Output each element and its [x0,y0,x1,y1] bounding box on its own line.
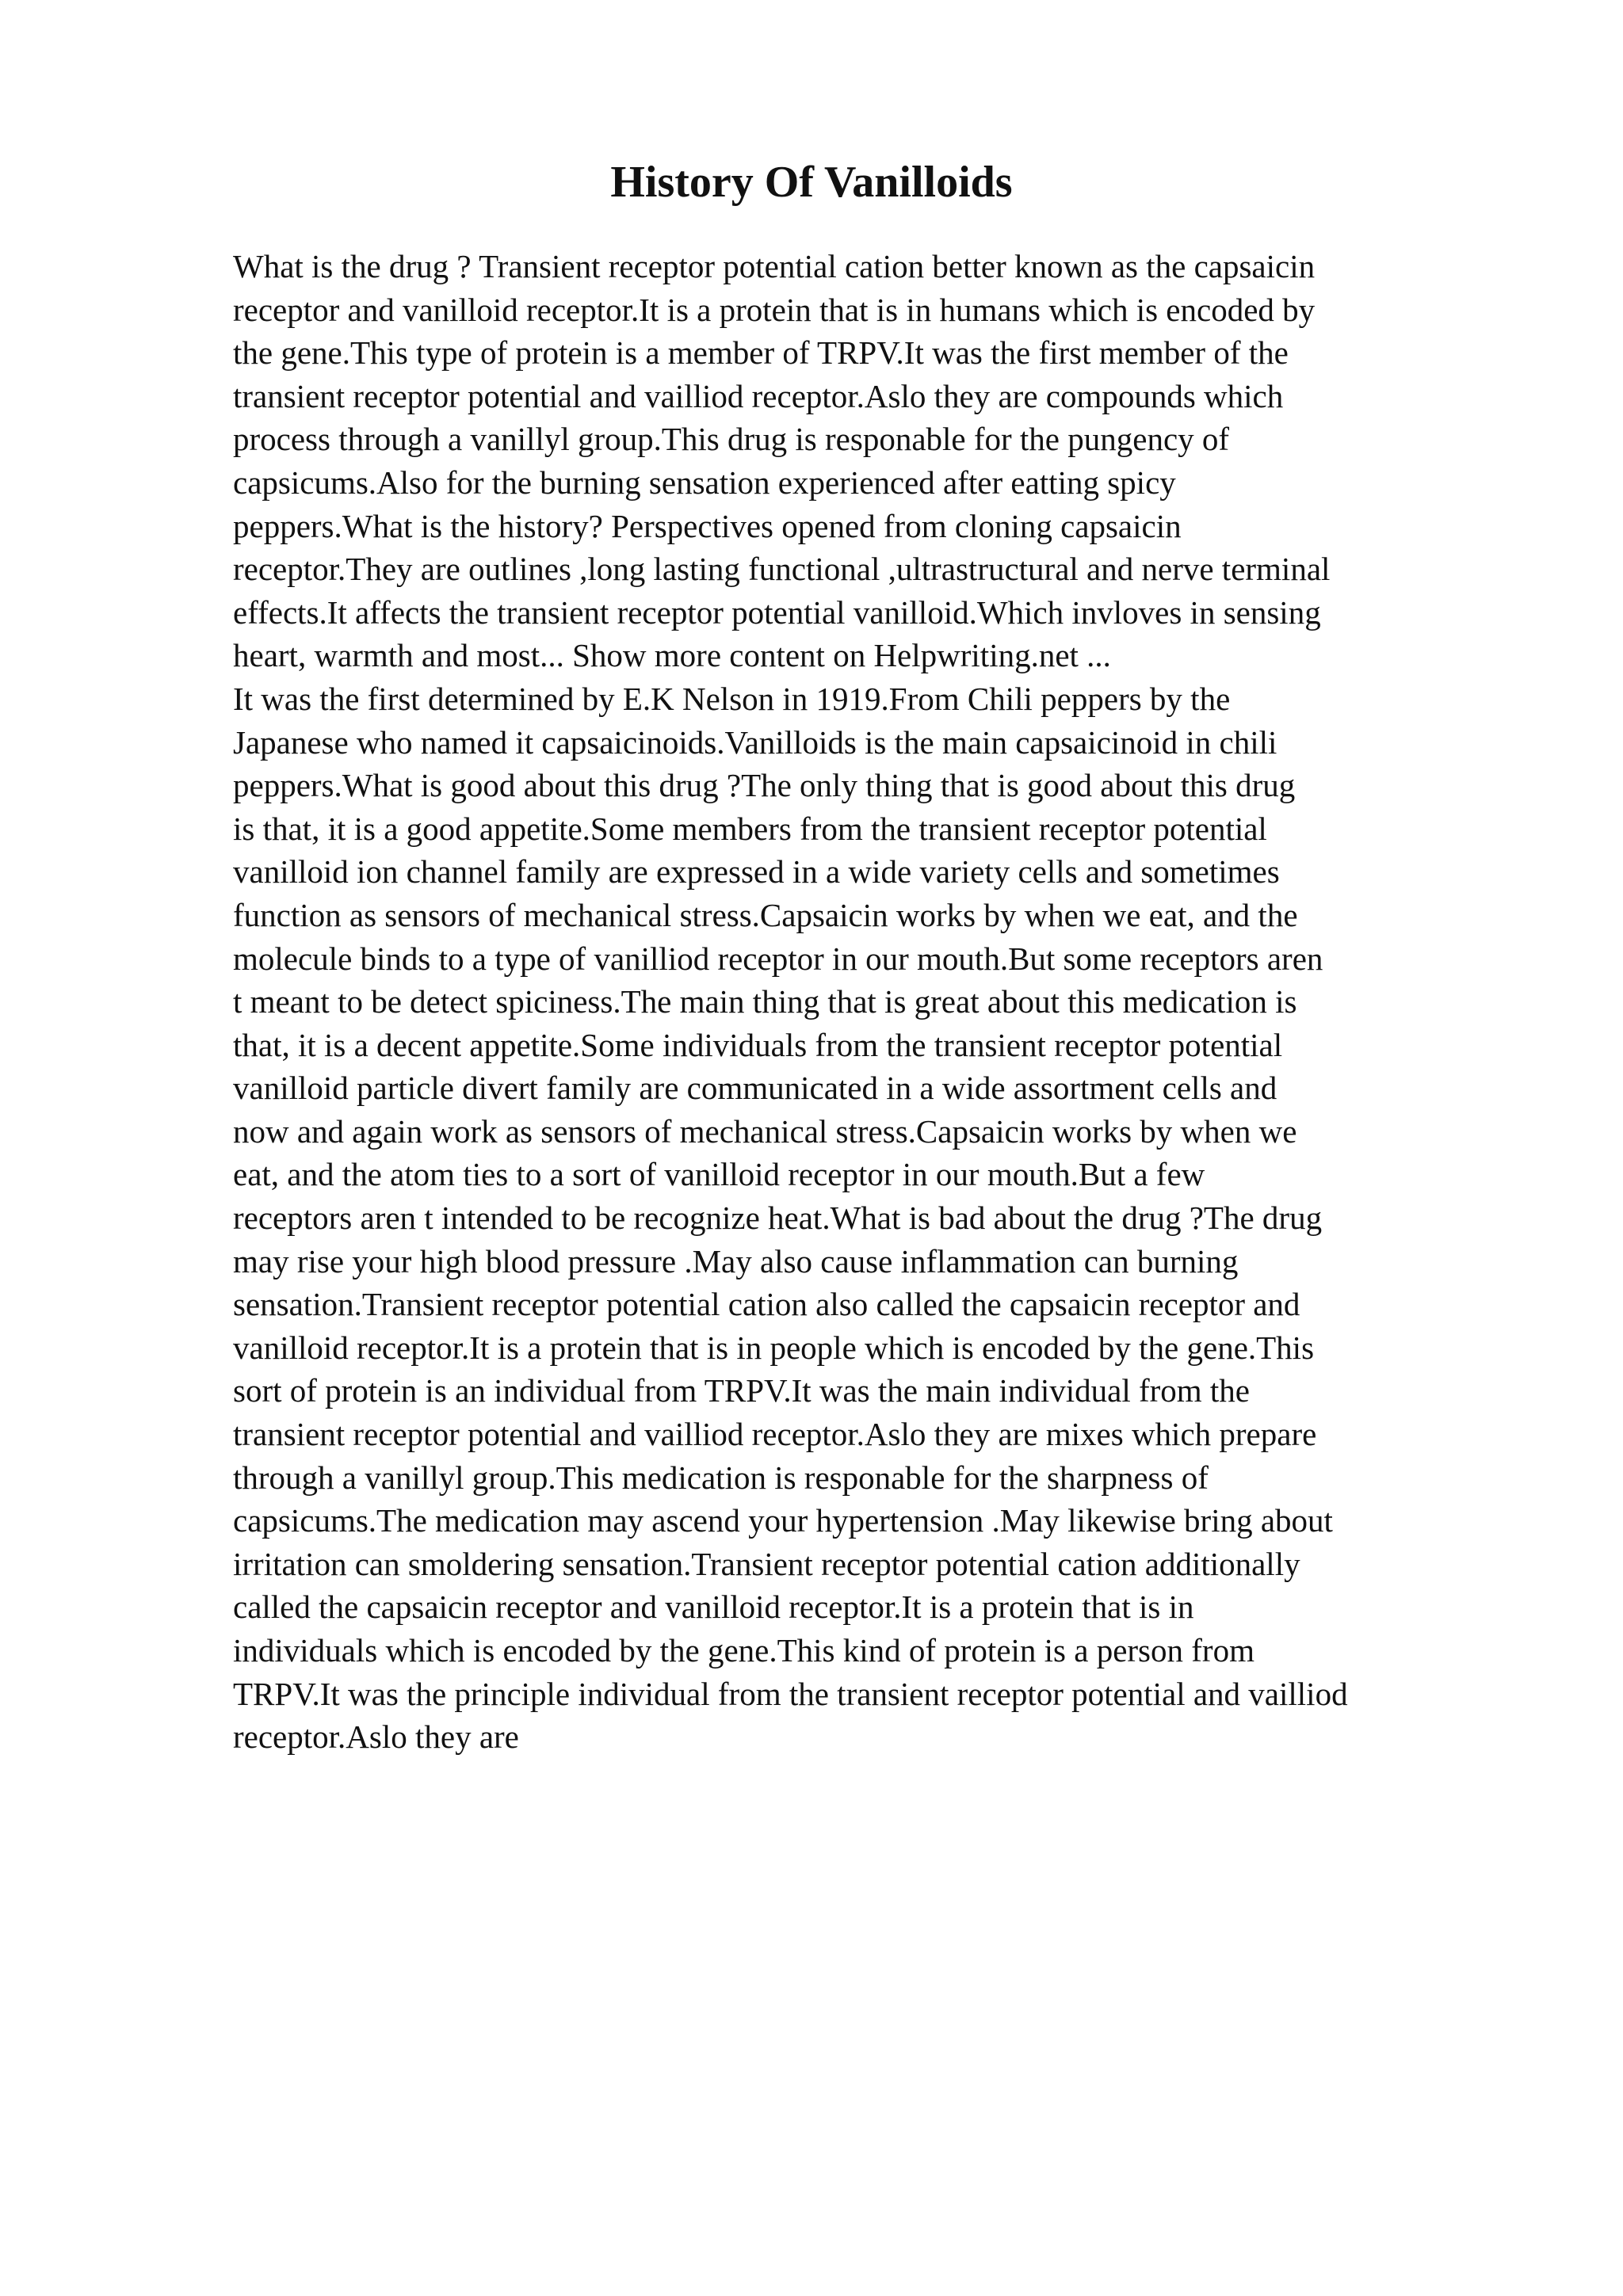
document-title: History Of Vanilloids [610,158,1013,207]
body-line: through a vanillyl group.This medication is responable for the sharpness of [233,1459,1209,1496]
body-line: capsicums.Also for the burning sensation experienced after eatting spicy [233,463,1176,501]
body-line: called the capsaicin receptor and vanilloid receptor.It is a protein that is in [233,1589,1194,1626]
body-line: that, it is a decent appetite.Some individuals from the transient receptor potential [233,1026,1283,1063]
body-line: may rise your high blood pressure .May also cause inflammation can burning [233,1242,1239,1280]
body-line: the gene.This type of protein is a member of TRPV.It was the first member of the [233,334,1289,372]
body-line: vanilloid ion channel family are expressed in a wide variety cells and sometimes [233,853,1280,891]
body-line: What is the drug ? Transient receptor potential cation better known as the capsaicin [233,248,1316,284]
body-line: receptor.Aslo they are [233,1718,519,1756]
body-line: transient receptor potential and vailliod receptor.Aslo they are compounds which [233,377,1284,414]
body-line: peppers.What is the history? Perspectives opened from cloning capsaicin [233,507,1182,544]
body-line: now and again work as sensors of mechanical stress.Capsaicin works by when we [233,1112,1297,1150]
body-line: receptors aren t intended to be recognize heat.What is bad about the drug ?The drug [233,1199,1323,1237]
body-line: vanilloid receptor.It is a protein that is in people which is encoded by the gene.This [233,1329,1315,1366]
body-line: molecule binds to a type of vanilliod receptor in our mouth.But some receptors aren [233,940,1323,977]
body-line: effects.It affects the transient receptor potential vanilloid.Which invloves in sensing [233,593,1321,631]
body-line: capsicums.The medication may ascend your hypertension .May likewise bring about [233,1502,1333,1539]
body-line: is that, it is a good appetite.Some members from the transient receptor potential [233,810,1267,847]
body-line: irritation can smoldering sensation.Transient receptor potential cation additionally [233,1545,1300,1582]
body-line: function as sensors of mechanical stress.Capsaicin works by when we eat, and the [233,896,1298,933]
body-line: receptor and vanilloid receptor.It is a protein that is in humans which is encoded by [233,291,1316,328]
body-line: peppers.What is good about this drug ?The only thing that is good about this drug [233,767,1296,804]
body-line: process through a vanillyl group.This drug is responable for the pungency of [233,421,1230,458]
body-line: t meant to be detect spiciness.The main thing that is great about this medication is [233,983,1297,1020]
body-line: heart, warmth and most... Show more content on Helpwriting.net ... [233,637,1111,674]
body-line: Japanese who named it capsaicinoids.Vanilloids is the main capsaicinoid in chili [233,723,1277,761]
body-line: sensation.Transient receptor potential cation also called the capsaicin receptor and [233,1286,1300,1323]
body-line: transient receptor potential and vailliod receptor.Aslo they are mixes which prepare [233,1416,1317,1453]
body-line: receptor.They are outlines ,long lasting functional ,ultrastructural and nerve terminal [233,551,1331,588]
document-body [233,245,1533,1759]
body-line: vanilloid particle divert family are communicated in a wide assortment cells and [233,1070,1277,1107]
body-line: sort of protein is an individual from TRPV.It was the main individual from the [233,1372,1250,1409]
body-line: TRPV.It was the principle individual from the transient receptor potential and vailliod [233,1675,1348,1712]
body-line: individuals which is encoded by the gene.This kind of protein is a person from [233,1632,1254,1669]
body-line: It was the first determined by E.K Nelson in 1919.From Chili peppers by the [233,680,1231,717]
body-line: eat, and the atom ties to a sort of vanilloid receptor in our mouth.But a few [233,1156,1205,1193]
